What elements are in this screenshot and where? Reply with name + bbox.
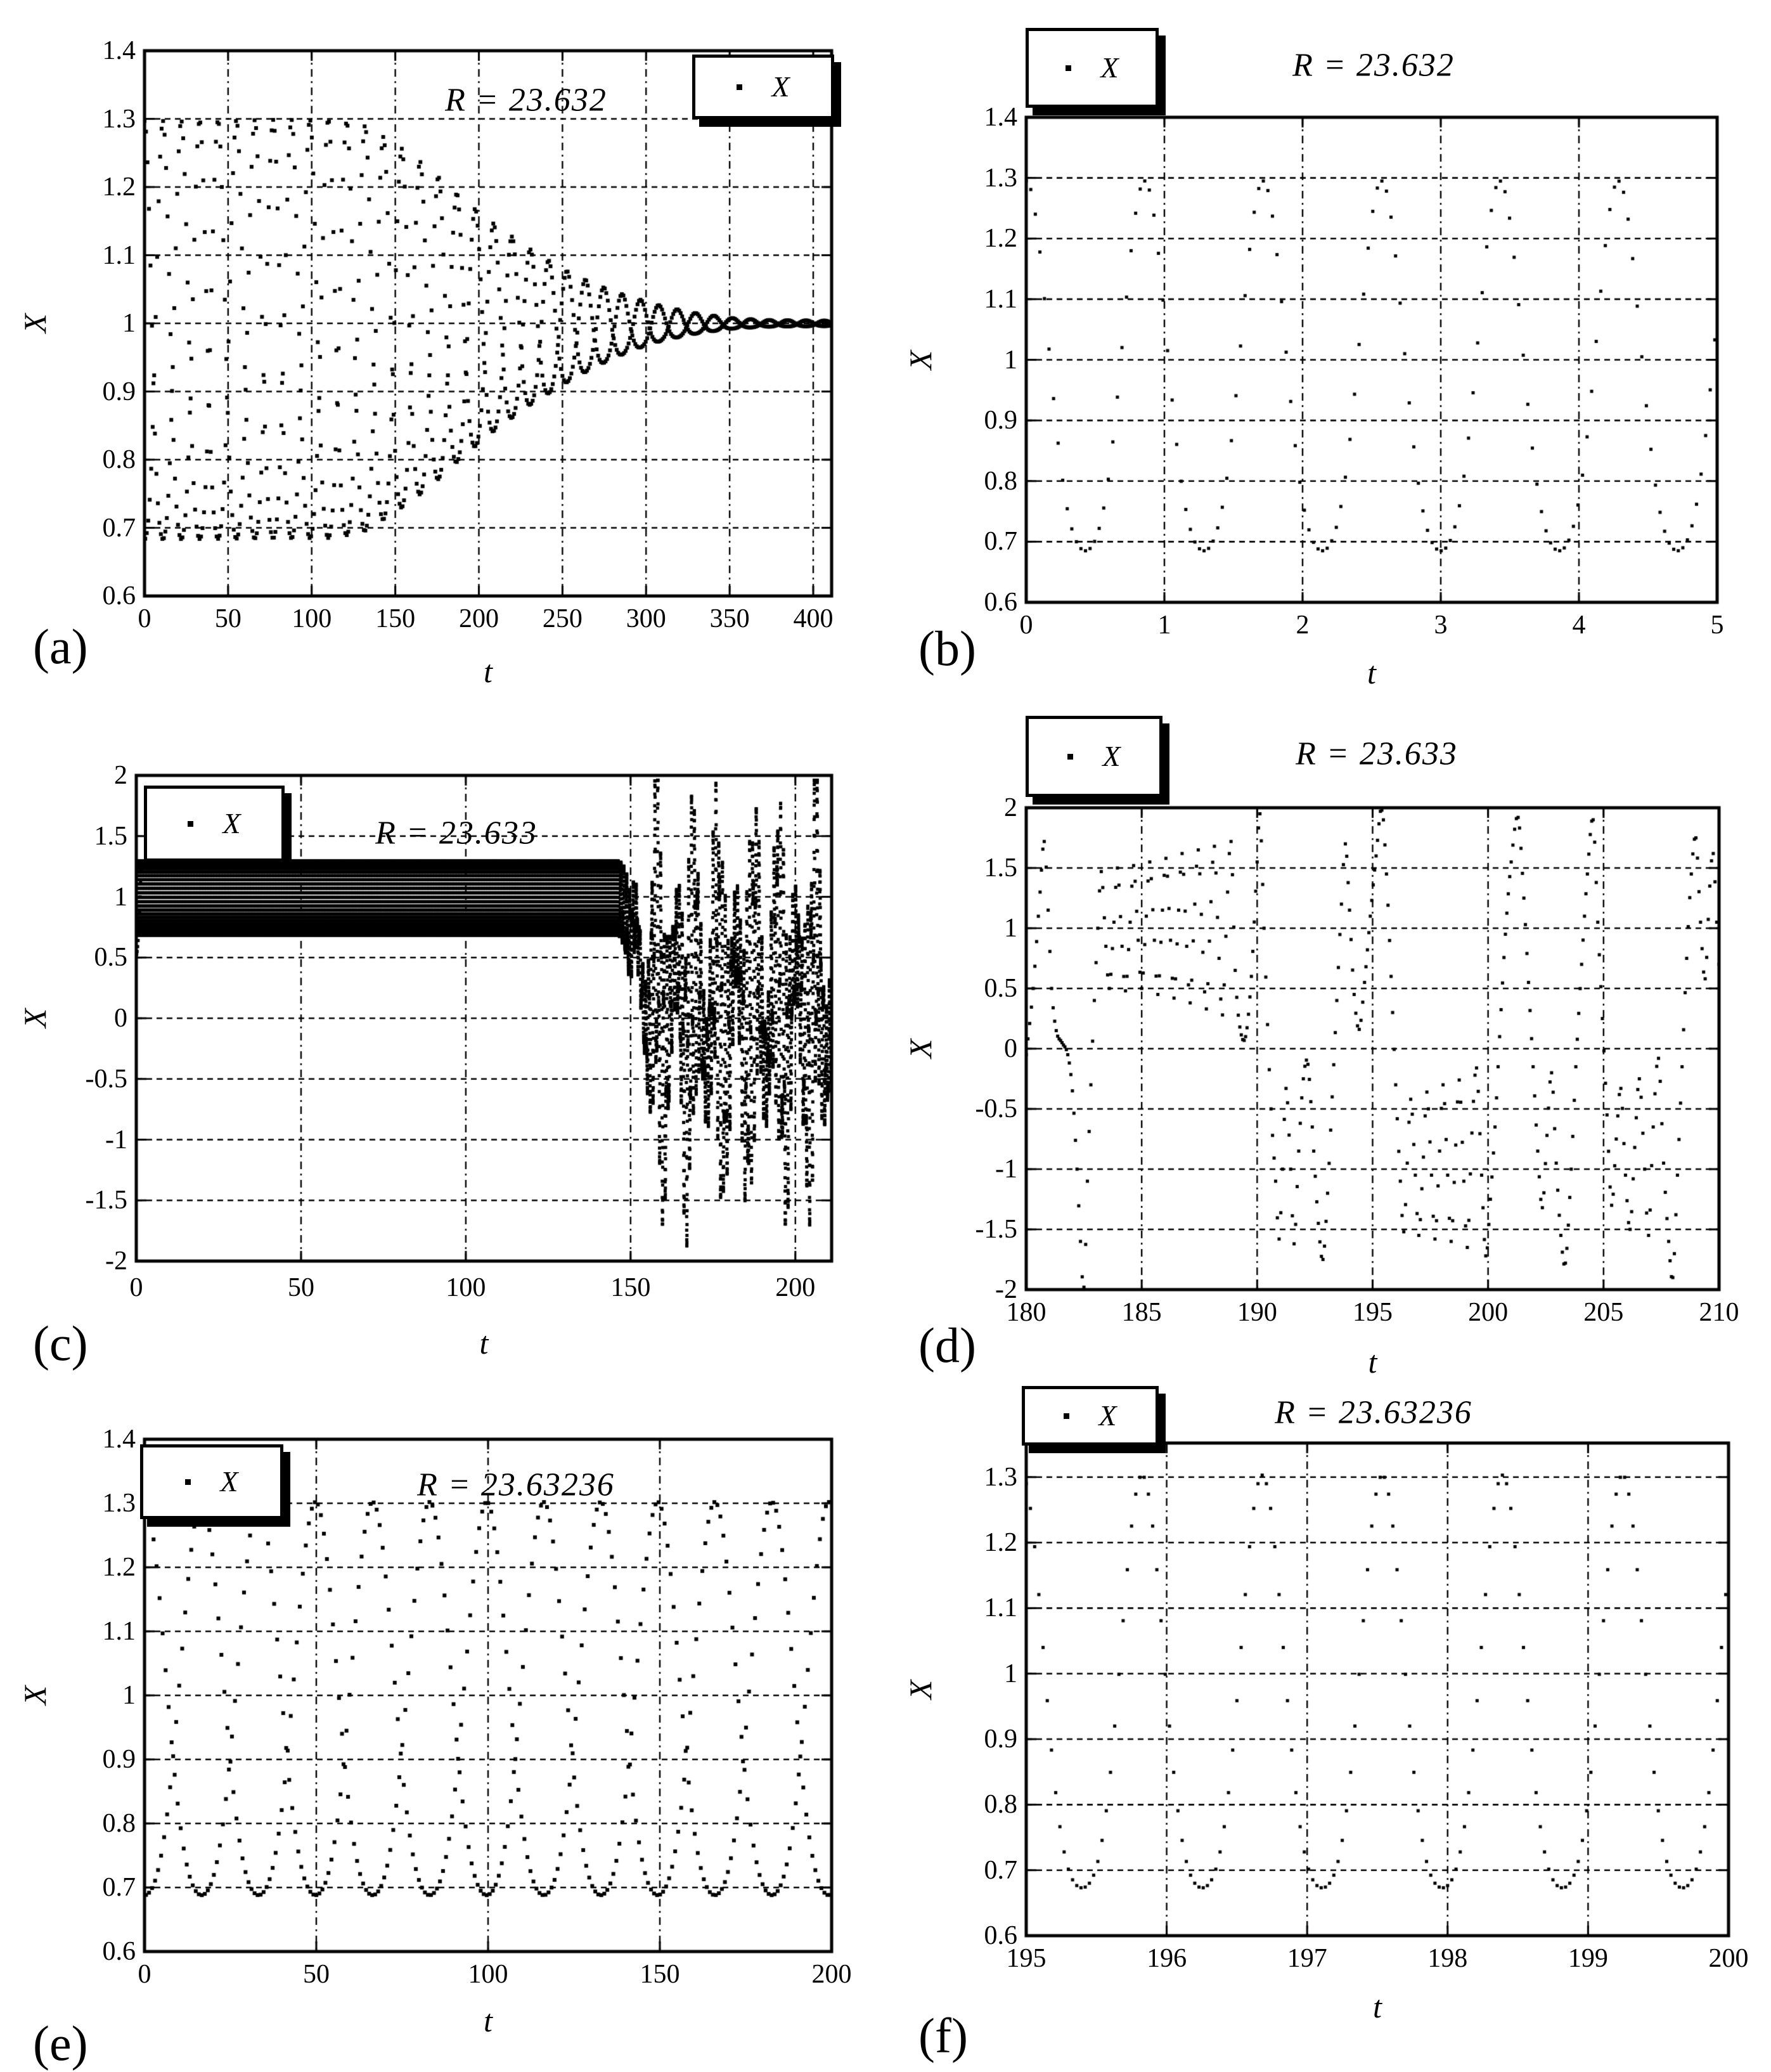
- y-tick-label: 0.9: [102, 377, 136, 406]
- y-tick-label: 1.1: [984, 284, 1017, 314]
- y-tick-label: -2: [995, 1275, 1017, 1304]
- x-tick-label: 195: [1006, 1944, 1046, 1973]
- y-tick-label: 1.4: [102, 1425, 136, 1454]
- y-tick-label: 0.5: [94, 943, 127, 973]
- panel-d-letter: (d): [918, 1318, 976, 1373]
- y-tick-label: -0.5: [85, 1064, 127, 1094]
- panel-f-letter: (f): [918, 2008, 968, 2063]
- y-tick-label: 1.1: [102, 240, 136, 270]
- x-tick-label: 50: [214, 604, 242, 633]
- y-tick-label: 0.9: [984, 1725, 1017, 1754]
- y-tick-label: -2: [105, 1246, 127, 1276]
- x-tick-label: 100: [468, 1960, 508, 1989]
- panel-f-y-axis-label: X: [903, 1680, 938, 1699]
- panel-c-x-axis-label: t: [479, 1325, 489, 1361]
- x-tick-label: 150: [375, 604, 416, 633]
- y-tick-label: 0.8: [984, 1790, 1017, 1820]
- y-tick-label: 2: [1004, 793, 1017, 822]
- y-tick-label: 1.2: [984, 1528, 1017, 1558]
- panel-e-title: R = 23.63236: [417, 1467, 615, 1503]
- x-tick-label: 1: [1157, 611, 1171, 640]
- y-tick-label: -1: [995, 1155, 1017, 1184]
- x-tick-label: 4: [1572, 611, 1586, 640]
- y-tick-label: -0.5: [975, 1094, 1017, 1123]
- y-tick-label: 0.5: [984, 974, 1017, 1003]
- y-tick-label: 1: [1004, 914, 1017, 943]
- x-tick-label: 0: [138, 604, 151, 633]
- legend-series-label: X: [220, 1465, 238, 1498]
- y-tick-label: 0.6: [984, 588, 1017, 617]
- panel-f-legend: [1022, 1386, 1159, 1446]
- panel-a-legend: [692, 55, 834, 119]
- panel-d: [886, 690, 1771, 1382]
- x-tick-label: 100: [446, 1273, 486, 1302]
- x-tick-label: 200: [811, 1960, 852, 1989]
- y-tick-label: 1: [1004, 1659, 1017, 1688]
- x-tick-label: 0: [1019, 611, 1033, 640]
- panel-b-legend: [1026, 28, 1159, 108]
- x-tick-label: 300: [626, 604, 666, 633]
- y-tick-label: 1.3: [984, 163, 1017, 193]
- y-tick-label: -1.5: [85, 1186, 127, 1215]
- x-tick-label: 198: [1427, 1944, 1468, 1973]
- legend-dot-marker-icon: [188, 821, 193, 827]
- panel-a-letter: (a): [33, 619, 88, 674]
- x-tick-label: 210: [1699, 1298, 1739, 1327]
- x-tick-label: 185: [1121, 1298, 1162, 1327]
- y-tick-label: 1.2: [102, 172, 136, 202]
- y-tick-label: 1.2: [102, 1553, 136, 1582]
- y-tick-label: 1.5: [94, 821, 127, 851]
- x-tick-label: 400: [793, 604, 834, 633]
- panel-e-x-axis-label: t: [484, 2003, 493, 2038]
- y-tick-label: 1: [122, 309, 136, 338]
- x-tick-label: 200: [1708, 1944, 1749, 1973]
- panel-c-legend: [144, 786, 285, 862]
- panel-f: [886, 1381, 1771, 2072]
- panel-e: [0, 1381, 886, 2072]
- x-tick-label: 50: [303, 1960, 330, 1989]
- y-tick-label: 0.8: [984, 466, 1017, 496]
- y-tick-label: 0.7: [102, 1873, 136, 1902]
- x-tick-label: 150: [640, 1960, 680, 1989]
- x-tick-label: 50: [287, 1273, 314, 1302]
- x-tick-label: 205: [1583, 1298, 1624, 1327]
- panel-b-x-axis-label: t: [1367, 655, 1376, 690]
- x-tick-label: 180: [1006, 1298, 1046, 1327]
- x-tick-label: 350: [709, 604, 750, 633]
- x-tick-label: 3: [1434, 611, 1448, 640]
- x-tick-label: 150: [610, 1273, 651, 1302]
- y-tick-label: -1: [105, 1125, 127, 1155]
- x-tick-label: 196: [1147, 1944, 1187, 1973]
- panel-f-x-axis-label: t: [1373, 1989, 1382, 2024]
- legend-dot-marker-icon: [1066, 65, 1071, 71]
- y-tick-label: 1.1: [102, 1617, 136, 1646]
- y-tick-label: 0.8: [102, 1809, 136, 1838]
- y-tick-label: 1.5: [984, 853, 1017, 883]
- y-tick-label: 0: [1004, 1034, 1017, 1063]
- panel-c-letter: (c): [33, 1316, 88, 1371]
- y-tick-label: 1.4: [984, 103, 1017, 132]
- panel-e-y-axis-label: X: [17, 1685, 53, 1706]
- x-tick-label: 199: [1568, 1944, 1608, 1973]
- y-tick-label: 0.7: [984, 527, 1017, 557]
- legend-series-label: X: [1102, 740, 1121, 772]
- panel-c-title: R = 23.633: [375, 815, 538, 851]
- panel-d-plot-canvas: [886, 690, 1771, 1382]
- panel-b-plot-canvas: [886, 0, 1771, 691]
- panel-d-title: R = 23.633: [1296, 735, 1458, 772]
- legend-series-label: X: [771, 70, 790, 103]
- y-tick-label: 1.2: [984, 224, 1017, 254]
- y-tick-label: 1.3: [984, 1462, 1017, 1492]
- y-tick-label: 0.9: [984, 406, 1017, 436]
- y-tick-label: 1.1: [984, 1593, 1017, 1623]
- panel-b-letter: (b): [918, 621, 976, 676]
- y-tick-label: -1.5: [975, 1215, 1017, 1244]
- panel-e-letter: (e): [33, 2016, 88, 2071]
- y-tick-label: 0: [114, 1004, 127, 1033]
- x-tick-label: 2: [1296, 611, 1310, 640]
- panel-b-title: R = 23.632: [1292, 47, 1455, 84]
- legend-dot-marker-icon: [737, 84, 742, 90]
- panel-d-x-axis-label: t: [1368, 1344, 1377, 1380]
- x-tick-label: 197: [1287, 1944, 1327, 1973]
- panel-c-y-axis-label: X: [17, 1008, 53, 1028]
- panel-a-x-axis-label: t: [484, 654, 493, 689]
- y-tick-label: 0.8: [102, 445, 136, 474]
- x-tick-label: 200: [1468, 1298, 1509, 1327]
- y-tick-label: 1: [1004, 345, 1017, 375]
- y-tick-label: 0.9: [102, 1745, 136, 1774]
- x-tick-label: 190: [1237, 1298, 1277, 1327]
- y-tick-label: 1.3: [102, 1489, 136, 1518]
- y-tick-label: 2: [114, 761, 127, 790]
- panel-a-title: R = 23.632: [445, 82, 607, 119]
- x-tick-label: 0: [138, 1960, 151, 1989]
- x-tick-label: 200: [458, 604, 499, 633]
- panel-c: [0, 690, 886, 1382]
- legend-series-label: X: [1098, 1399, 1117, 1432]
- panel-a: [0, 0, 886, 691]
- legend-dot-marker-icon: [1064, 1413, 1069, 1419]
- panel-f-title: R = 23.63236: [1275, 1394, 1472, 1431]
- y-tick-label: 0.6: [102, 1937, 136, 1966]
- x-tick-label: 200: [775, 1273, 816, 1302]
- x-tick-label: 195: [1353, 1298, 1393, 1327]
- y-tick-label: 1: [122, 1681, 136, 1710]
- y-tick-label: 0.6: [984, 1921, 1017, 1950]
- panel-b: [886, 0, 1771, 691]
- legend-series-label: X: [222, 807, 241, 839]
- y-tick-label: 0.7: [984, 1855, 1017, 1885]
- x-tick-label: 250: [542, 604, 583, 633]
- x-tick-label: 5: [1710, 611, 1724, 640]
- y-tick-label: 0.7: [102, 513, 136, 543]
- y-tick-label: 1.4: [102, 36, 136, 65]
- x-tick-label: 100: [292, 604, 332, 633]
- x-tick-label: 0: [129, 1273, 143, 1302]
- y-tick-label: 0.6: [102, 581, 136, 611]
- legend-dot-marker-icon: [1067, 754, 1073, 760]
- panel-d-legend: [1026, 716, 1162, 797]
- panel-d-y-axis-label: X: [903, 1039, 938, 1059]
- legend-dot-marker-icon: [185, 1479, 191, 1485]
- y-tick-label: 1: [114, 882, 127, 912]
- panel-a-y-axis-label: X: [17, 313, 53, 333]
- y-tick-label: 1.3: [102, 104, 136, 134]
- legend-series-label: X: [1100, 51, 1119, 84]
- panel-b-y-axis-label: X: [903, 350, 938, 370]
- panel-e-legend: [140, 1444, 283, 1519]
